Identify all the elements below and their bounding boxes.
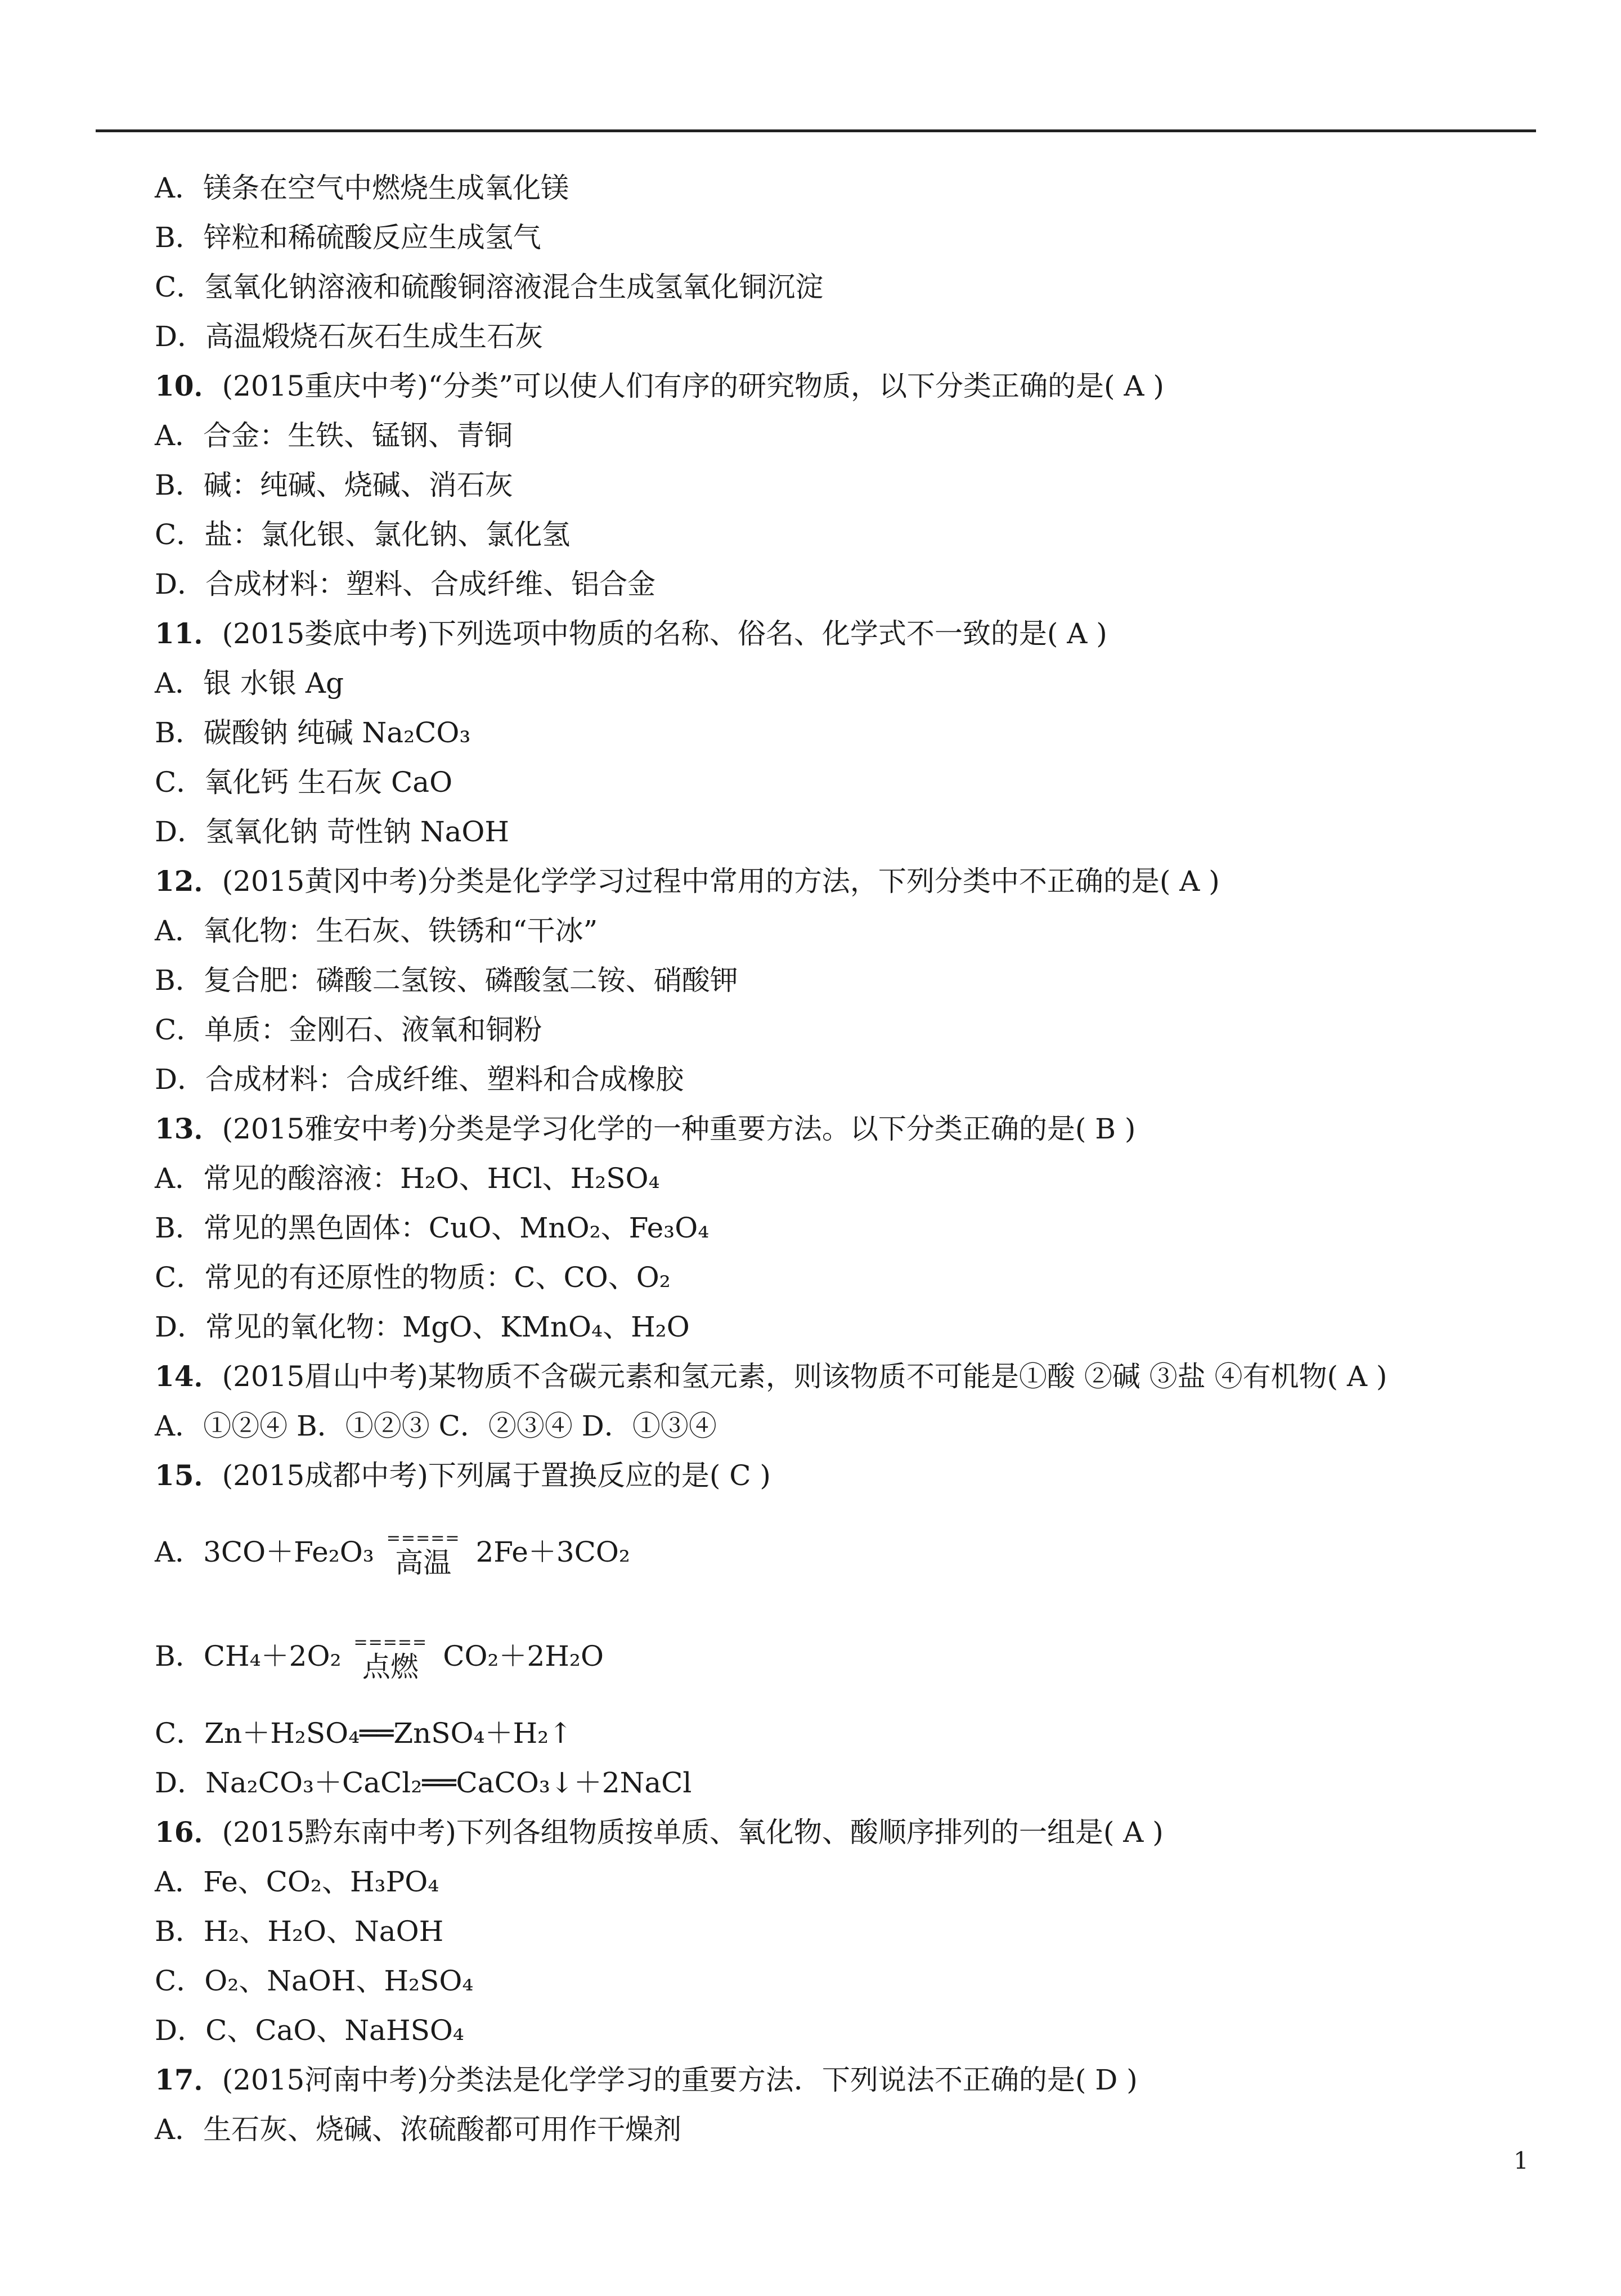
- option-line: A．银 水银 Ag: [155, 667, 344, 699]
- question-number: 12．: [155, 864, 222, 898]
- option-line: A．合金：生铁、锰钢、青铜: [155, 419, 513, 452]
- option-line: B．碳酸钠 纯碱 Na₂CO₃: [155, 716, 471, 749]
- option-line: D．合成材料：合成纤维、塑料和合成橡胶: [155, 1063, 684, 1096]
- option-line: D．合成材料：塑料、合成纤维、铝合金: [155, 568, 656, 600]
- reaction-condition: [384, 1530, 462, 1578]
- option-line: B．锌粒和稀硫酸反应生成氢气: [155, 221, 541, 254]
- equation-reactants: A．3CO＋Fe₂O₃: [155, 1536, 374, 1568]
- question-text: (2015眉山中考)某物质不含碳元素和氢元素，则该物质不可能是①酸 ②碱 ③盐 ④有机物( A ): [222, 1360, 1387, 1393]
- question-text: (2015雅安中考)分类是学习化学的一种重要方法。以下分类正确的是( B ): [222, 1113, 1136, 1145]
- option-line: D．高温煅烧石灰石生成生石灰: [155, 320, 544, 353]
- option-line: D．氢氧化钠 苛性钠 NaOH: [155, 815, 510, 848]
- option-line: B．碱：纯碱、烧碱、消石灰: [155, 469, 513, 501]
- equation-option: [155, 1604, 1533, 1708]
- option-line: C．氧化钙 生石灰 CaO: [155, 766, 453, 799]
- question-line: [155, 856, 1533, 906]
- option-line: C．单质：金刚石、液氧和铜粉: [155, 1014, 542, 1046]
- question-number: 14．: [155, 1360, 222, 1393]
- option-line: C．O₂、NaOH、H₂SO₄: [155, 1965, 474, 1997]
- option-line: C．氢氧化钠溶液和硫酸铜溶液混合生成氢氧化铜沉淀: [155, 271, 824, 303]
- question-text: (2015成都中考)下列属于置换反应的是( C ): [222, 1459, 771, 1492]
- equals-sign: =====: [353, 1633, 428, 1652]
- question-line: [155, 1352, 1533, 1401]
- equals-sign: =====: [386, 1528, 460, 1548]
- option-line: A．①②④ B．①②③ C．②③④ D．①③④: [155, 1410, 717, 1442]
- question-line: [155, 361, 1533, 411]
- option-line: D．常见的氧化物：MgO、KMnO₄、H₂O: [155, 1311, 690, 1343]
- option-line: C．常见的有还原性的物质：C、CO、O₂: [155, 1261, 671, 1294]
- option-line: A．常见的酸溶液：H₂O、HCl、H₂SO₄: [155, 1162, 660, 1195]
- equation-option: [155, 1500, 1533, 1604]
- page-number: 1: [1514, 2147, 1529, 2174]
- question-text: (2015重庆中考)“分类”可以使人们有序的研究物质，以下分类正确的是( A ): [222, 370, 1164, 402]
- condition-label: 点燃: [362, 1651, 419, 1683]
- question-text: (2015黄冈中考)分类是化学学习过程中常用的方法，下列分类中不正确的是( A ): [222, 865, 1220, 898]
- question-line: [155, 609, 1533, 658]
- question-line: [155, 1104, 1533, 1154]
- document-body: [155, 163, 1533, 2154]
- question-text: (2015娄底中考)下列选项中物质的名称、俗名、化学式不一致的是( A ): [222, 617, 1107, 650]
- option-line: D．C、CaO、NaHSO₄: [155, 2014, 464, 2047]
- equation-reactants: B．CH₄＋2O₂: [155, 1640, 342, 1672]
- option-line: D．Na₂CO₃＋CaCl₂══CaCO₃↓＋2NaCl: [155, 1766, 692, 1799]
- reaction-condition: [352, 1634, 430, 1683]
- equation-products: 2Fe＋3CO₂: [475, 1536, 630, 1568]
- option-line: B．常见的黑色固体：CuO、MnO₂、Fe₃O₄: [155, 1212, 710, 1244]
- option-line: A．氧化物：生石灰、铁锈和“干冰”: [155, 914, 598, 947]
- question-number: 11．: [155, 617, 222, 650]
- question-number: 16．: [155, 1815, 222, 1849]
- question-line: [155, 1451, 1533, 1500]
- question-number: 10．: [155, 369, 222, 402]
- question-line: [155, 2055, 1533, 2105]
- option-line: C．Zn＋H₂SO₄══ZnSO₄＋H₂↑: [155, 1717, 573, 1750]
- option-line: A．Fe、CO₂、H₃PO₄: [155, 1866, 439, 1898]
- question-number: 13．: [155, 1112, 222, 1145]
- question-number: 15．: [155, 1459, 222, 1492]
- question-line: [155, 1808, 1533, 1857]
- question-text: (2015黔东南中考)下列各组物质按单质、氧化物、酸顺序排列的一组是( A ): [222, 1816, 1164, 1849]
- option-line: A．镁条在空气中燃烧生成氧化镁: [155, 172, 569, 204]
- question-number: 17．: [155, 2063, 222, 2096]
- option-line: A．生石灰、烧碱、浓硫酸都可用作干燥剂: [155, 2113, 682, 2146]
- option-line: C．盐：氯化银、氯化钠、氯化氢: [155, 518, 571, 551]
- option-line: B．复合肥：磷酸二氢铵、磷酸氢二铵、硝酸钾: [155, 964, 738, 997]
- header-rule: [96, 129, 1536, 132]
- option-line: B．H₂、H₂O、NaOH: [155, 1915, 444, 1948]
- equation-products: CO₂＋2H₂O: [443, 1640, 604, 1672]
- question-text: (2015河南中考)分类法是化学学习的重要方法．下列说法不正确的是( D ): [222, 2064, 1138, 2096]
- condition-label: 高温: [395, 1546, 452, 1579]
